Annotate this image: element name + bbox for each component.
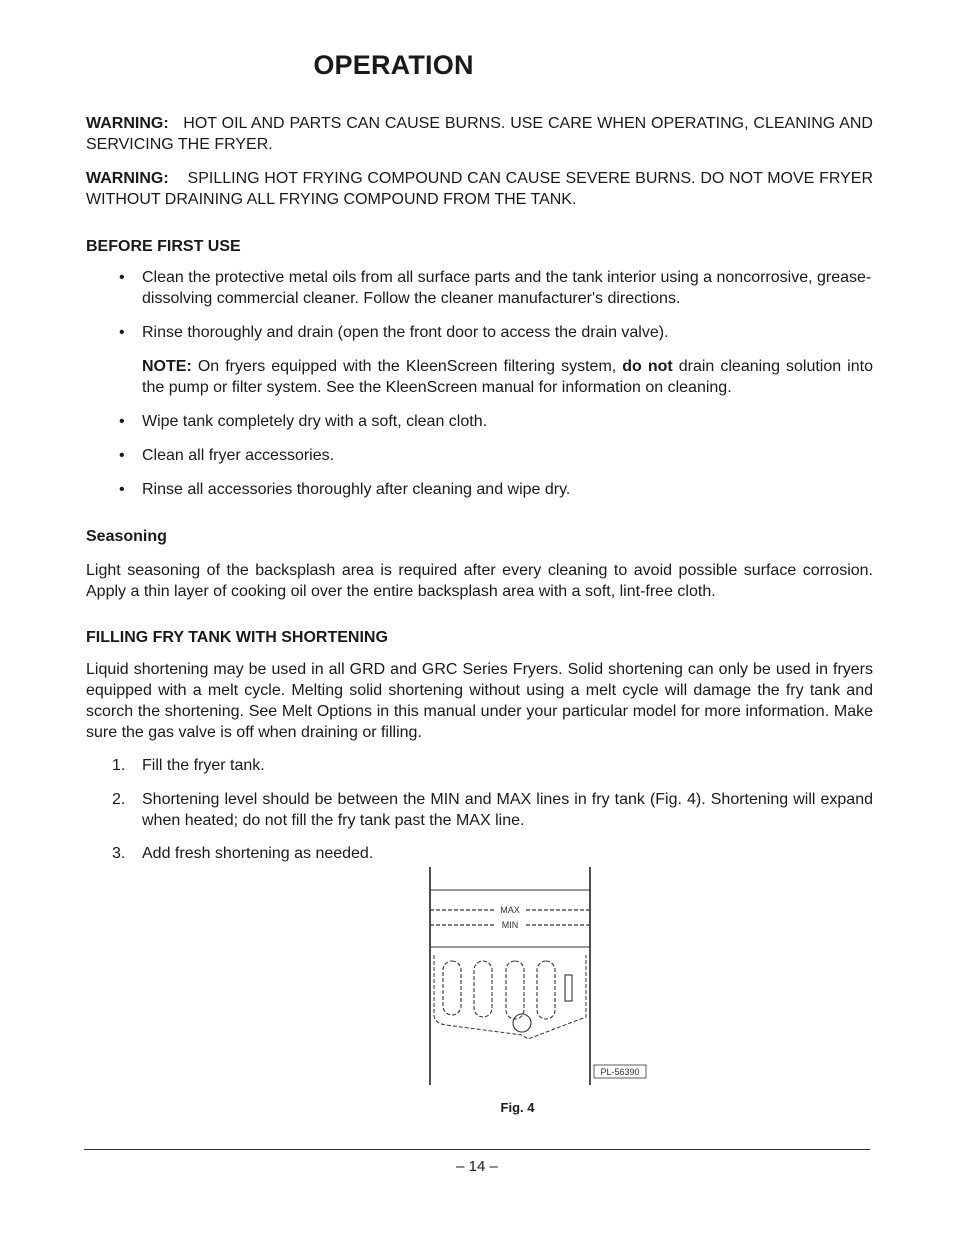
part-number: PL-56390 — [600, 1067, 640, 1077]
step-number: 1. — [112, 757, 126, 774]
section-heading-before-first-use: BEFORE FIRST USE — [86, 238, 241, 255]
page-number: – 14 – — [456, 1158, 498, 1175]
list-item: Clean all fryer accessories. — [142, 447, 335, 464]
step-text: Fill the fryer tank. — [142, 757, 265, 774]
note-emphasis: do not — [622, 358, 673, 375]
step-number: 2. — [112, 791, 126, 808]
list-item: Rinse all accessories thoroughly after cleaning and wipe dry. — [142, 481, 571, 498]
seasoning-paragraph: Light seasoning of the backsplash area is required after every cleaning to avoid possible surface corrosion. Apply a thin layer of cooking oil over the entire backsplash area with a soft, lint-free cloth. — [86, 562, 873, 600]
min-label: MIN — [501, 920, 519, 930]
list-item: Wipe tank completely dry with a soft, clean cloth. — [142, 413, 488, 430]
note-label: NOTE: — [142, 358, 192, 375]
filling-paragraph: Liquid shortening may be used in all GRD and GRC Series Fryers. Solid shortening can only be used in fryers equipped with a melt cycle. Melting solid shortening without using a melt cycle will damage the fry tank and scorch the shortening. See Melt Options in this manual under your particular model for more information. Make sure the gas valve is off when draining or filling. — [86, 661, 873, 741]
warning-label: WARNING: — [86, 115, 169, 132]
step-number: 3. — [112, 845, 126, 862]
note-text: On fryers equipped with the KleenScreen filtering system, — [197, 358, 617, 375]
bullet-marker: • — [119, 413, 125, 430]
bullet-marker: • — [119, 324, 125, 341]
page-title: OPERATION — [313, 50, 474, 80]
footer-rule — [84, 1149, 870, 1150]
warning-hot-oil — [86, 113, 873, 155]
bullet-marker: • — [119, 481, 125, 498]
list-item: Rinse thoroughly and drain (open the front door to access the drain valve). — [142, 324, 669, 341]
max-label: MAX — [500, 905, 520, 915]
warning-text: HOT OIL AND PARTS CAN CAUSE BURNS. USE CARE WHEN OPERATING, CLEANING AND SERVICING THE FRYER. — [86, 115, 873, 153]
step-text: Shortening level should be between the MIN and MAX lines in fry tank (Fig. 4). Shortening will expand when heated; do not fill the fry tank past the MAX line. — [142, 791, 873, 829]
note-kleenscreen — [142, 356, 873, 398]
section-heading-filling: FILLING FRY TANK WITH SHORTENING — [86, 629, 388, 646]
section-heading-seasoning: Seasoning — [86, 528, 167, 545]
bullet-marker: • — [119, 447, 125, 464]
warning-label: WARNING: — [86, 170, 169, 187]
fry-tank-diagram — [426, 865, 656, 1090]
step-text: Add fresh shortening as needed. — [142, 845, 374, 862]
figure-caption: Fig. 4 — [500, 1100, 535, 1115]
list-item: Clean the protective metal oils from all surface parts and the tank interior using a noncorrosive, grease-dissolving commercial cleaner. Follow the cleaner manufacturer's directions. — [142, 269, 872, 307]
warning-spilling — [86, 168, 873, 210]
bullet-marker: • — [119, 269, 125, 286]
warning-text: SPILLING HOT FRYING COMPOUND CAN CAUSE SEVERE BURNS. DO NOT MOVE FRYER WITHOUT DRAINING ALL FRYING COMPOUND FROM THE TANK. — [86, 170, 874, 208]
note-text: drain cleaning solution into the pump or filter system. See the KleenScreen manual for information on cleaning. — [142, 358, 873, 396]
